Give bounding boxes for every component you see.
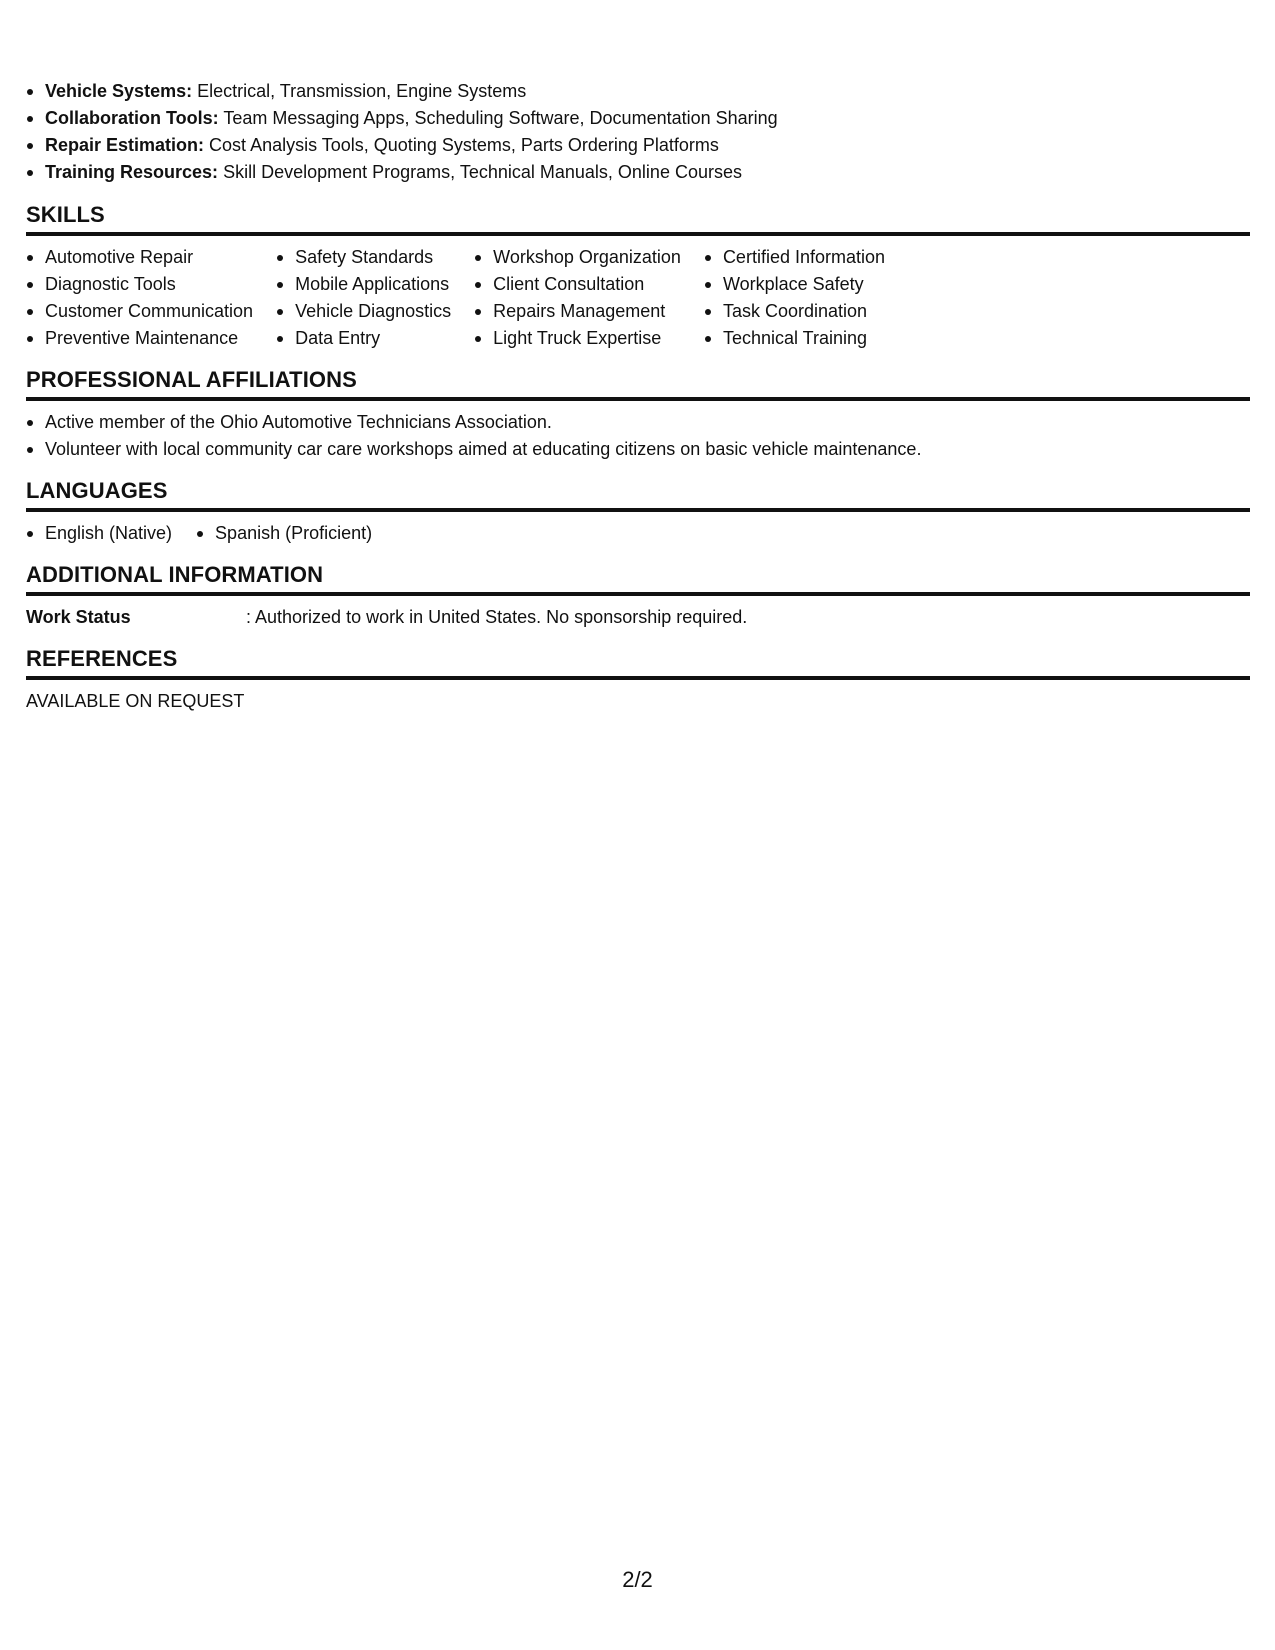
skill-item: Preventive Maintenance [26,325,253,352]
references-heading: REFERENCES [26,644,1250,680]
references-text: AVAILABLE ON REQUEST [26,691,245,711]
skill-item: Automotive Repair [26,244,253,271]
skills-column [26,244,253,352]
technical-skill-category: Vehicle Systems: [45,81,193,101]
technical-skill-item [26,78,1250,105]
languages-heading: LANGUAGES [26,476,1250,512]
references-section [26,644,1250,728]
affiliation-item: Active member of the Ohio Automotive Technicians Association. [26,409,1250,436]
additional-info-section [26,560,1250,644]
skill-item: Technical Training [704,325,885,352]
skill-item: Customer Communication [26,298,253,325]
technical-skill-category: Collaboration Tools: [45,108,219,128]
technical-skill-items: Team Messaging Apps, Scheduling Software, Documentation Sharing [223,108,778,128]
skills-grid [26,236,1250,365]
skills-section [26,200,1250,365]
technical-skill-item [26,159,1250,186]
technical-skill-items: Skill Development Programs, Technical Manuals, Online Courses [223,162,742,182]
skill-item: Workplace Safety [704,271,885,298]
skill-item: Light Truck Expertise [474,325,681,352]
skill-item: Safety Standards [276,244,451,271]
technical-skill-item [26,132,1250,159]
resume-page [26,78,1250,728]
technical-skills-list [26,78,1250,186]
page-number: 2/2 [622,1567,653,1592]
languages-list [26,520,1250,547]
skill-item: Diagnostic Tools [26,271,253,298]
skill-item: Mobile Applications [276,271,451,298]
skill-item: Repairs Management [474,298,681,325]
additional-info-heading: ADDITIONAL INFORMATION [26,560,1250,596]
work-status-label: Work Status [26,607,131,627]
skills-column [704,244,885,352]
language-item: Spanish (Proficient) [196,520,372,547]
affiliation-item: Volunteer with local community car care workshops aimed at educating citizens on basic vehicle maintenance. [26,436,1250,463]
additional-info-body [26,596,1250,644]
affiliations-heading: PROFESSIONAL AFFILIATIONS [26,365,1250,401]
skill-item: Vehicle Diagnostics [276,298,451,325]
languages-section [26,476,1250,560]
technical-skill-category: Training Resources: [45,162,219,182]
technical-skill-item [26,105,1250,132]
skills-column [474,244,681,352]
skill-item: Client Consultation [474,271,681,298]
languages-body [26,512,1250,560]
skills-column [276,244,451,352]
work-status-value: : Authorized to work in United States. No sponsorship required. [246,607,748,627]
technical-skill-items: Electrical, Transmission, Engine Systems [197,81,527,101]
references-body [26,680,1250,728]
skill-item: Certified Information [704,244,885,271]
skills-heading: SKILLS [26,200,1250,236]
affiliations-list [26,409,1250,463]
affiliations-section [26,365,1250,476]
language-item: English (Native) [26,520,172,547]
skill-item: Data Entry [276,325,451,352]
work-status-row [26,604,1250,631]
skill-item: Workshop Organization [474,244,681,271]
affiliations-body [26,401,1250,476]
technical-skill-items: Cost Analysis Tools, Quoting Systems, Parts Ordering Platforms [209,135,719,155]
technical-skill-category: Repair Estimation: [45,135,205,155]
skill-item: Task Coordination [704,298,885,325]
